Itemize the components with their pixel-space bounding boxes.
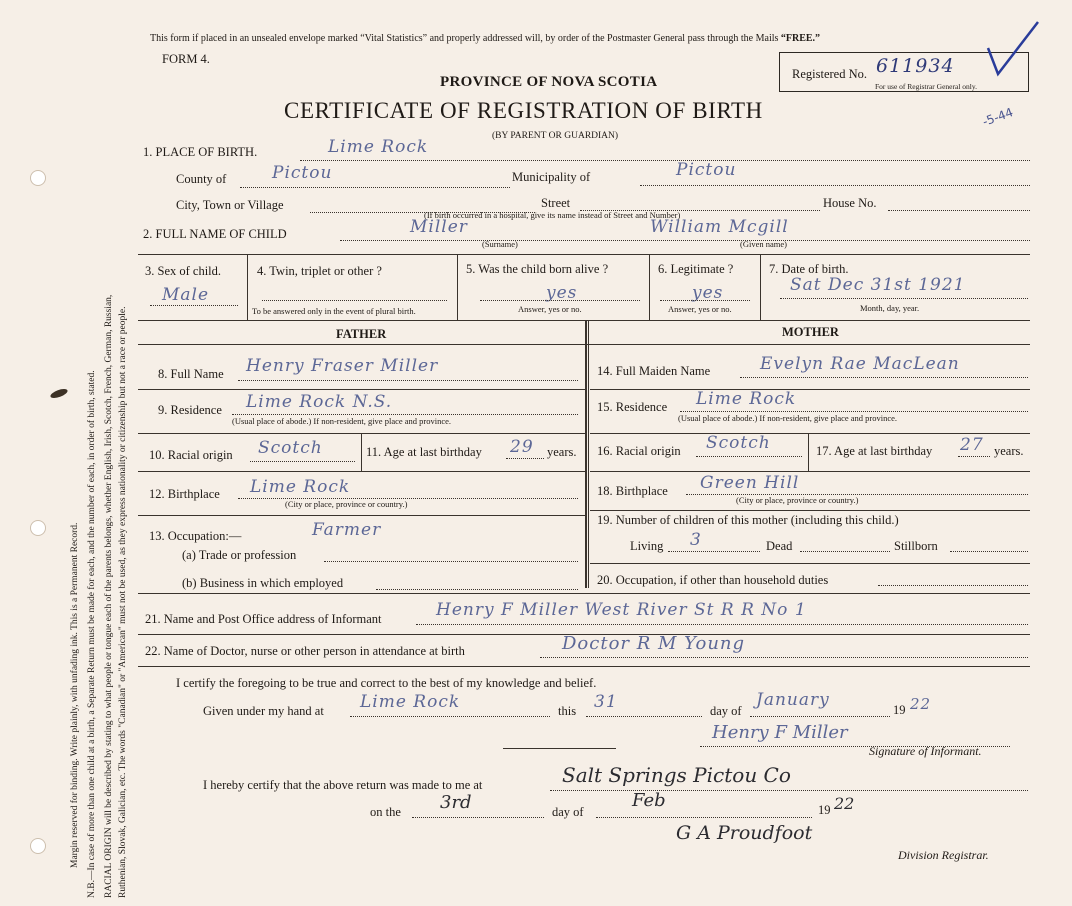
father-name-line xyxy=(238,380,578,381)
surname-caption: (Surname) xyxy=(482,239,518,249)
doctor-line xyxy=(540,657,1028,658)
county-value: Pictou xyxy=(272,163,333,183)
registrar-month: Feb xyxy=(632,790,666,811)
alive-label: 5. Was the child born alive ? xyxy=(466,262,609,276)
twin-line xyxy=(262,300,447,301)
mother-heading: MOTHER xyxy=(782,325,839,339)
county-label: County of xyxy=(176,172,227,186)
registered-number: 611934 xyxy=(876,55,955,77)
father-residence-line xyxy=(232,414,578,415)
mother-age-unit: years. xyxy=(994,444,1024,458)
province-heading: PROVINCE OF NOVA SCOTIA xyxy=(440,74,658,90)
onthe-label: on the xyxy=(370,805,401,819)
alive-caption: Answer, yes or no. xyxy=(518,304,582,314)
side-note-binding: Margin reserved for binding. Write plainly, with unfading ink. This is a Permanent Record. xyxy=(70,522,80,868)
informant-label: 21. Name and Post Office address of Informant xyxy=(145,612,382,626)
side-note-racial-1: RACIAL ORIGIN will be described by stating to what people or tongue each of the parents belongs, whether English, Irish, Scotch, French, German, Russian, xyxy=(104,294,114,898)
divider xyxy=(649,254,650,320)
divider xyxy=(457,254,458,320)
mother-racial-line xyxy=(696,456,802,457)
registrar-caption: Division Registrar. xyxy=(898,848,989,862)
father-heading: FATHER xyxy=(336,327,387,341)
mother-rule xyxy=(590,510,1030,511)
house-line xyxy=(888,210,1030,211)
parent-heading-rule xyxy=(138,344,1030,345)
place-value: Lime Rock xyxy=(328,137,429,157)
twin-note: To be answered only in the event of plural birth. xyxy=(252,306,416,316)
father-residence-value: Lime Rock N.S. xyxy=(246,392,393,412)
municipality-label: Municipality of xyxy=(512,170,591,184)
hospital-note: (If birth occurred in a hospital, give its name instead of Street and Number) xyxy=(424,210,681,220)
certify-month-line xyxy=(750,716,890,717)
trade-line xyxy=(324,561,578,562)
dayof-label: day of xyxy=(710,704,742,718)
mother-birthplace-caption: (City or place, province or country.) xyxy=(736,495,859,505)
row3-top-rule xyxy=(138,254,1030,255)
mail-note-free: “FREE.” xyxy=(780,33,821,44)
registered-label: Registered No. xyxy=(792,67,867,81)
parents-bottom-rule xyxy=(138,593,1030,594)
legitimate-value: yes xyxy=(692,283,724,303)
business-label: (b) Business in which employed xyxy=(182,576,344,590)
sex-label: 3. Sex of child. xyxy=(145,264,222,278)
father-rule xyxy=(138,515,585,516)
place-label: 1. PLACE OF BIRTH. xyxy=(143,145,258,159)
father-birthplace-caption: (City or place, province or country.) xyxy=(285,499,408,509)
mother-residence-caption: (Usual place of abode.) If non-resident, give place and province. xyxy=(678,413,898,423)
father-occupation-value: Farmer xyxy=(312,520,382,540)
dead-line xyxy=(800,551,890,552)
certify-text: I certify the foregoing to be true and correct to the best of my knowledge and belief. xyxy=(176,676,597,690)
stillborn-line xyxy=(950,551,1028,552)
given-place: Lime Rock xyxy=(360,692,461,712)
binding-hole xyxy=(30,838,46,854)
father-age-value: 29 xyxy=(510,437,534,457)
mother-residence-label: 15. Residence xyxy=(597,400,668,414)
certify-day: 31 xyxy=(594,692,618,712)
dead-label: Dead xyxy=(766,539,793,553)
father-name-value: Henry Fraser Miller xyxy=(246,356,439,376)
mother-age-value: 27 xyxy=(960,435,984,455)
mother-occupation-label: 20. Occupation, if other than household duties xyxy=(597,573,829,587)
mother-rule xyxy=(590,389,1030,390)
registrar-signature: G A Proudfoot xyxy=(676,822,813,844)
child-name-line xyxy=(340,240,1030,241)
registrar-day: 3rd xyxy=(440,792,472,813)
place-line xyxy=(300,160,1030,161)
given-label: Given under my hand at xyxy=(203,704,324,718)
child-given-name: William Mcgill xyxy=(650,217,789,237)
business-line xyxy=(376,589,578,590)
father-birthplace-label: 12. Birthplace xyxy=(149,487,220,501)
rule xyxy=(503,748,616,749)
side-note-racial-2: Ruthenian, Slovak, Galician, etc. The words "Canadian" or "American" must not be used, as they express nationality or citizenship but not a race or people. xyxy=(118,306,128,898)
mother-rule xyxy=(590,433,1030,434)
given-place-line xyxy=(350,716,550,717)
father-racial-line xyxy=(250,461,355,462)
binding-hole xyxy=(30,170,46,186)
living-line xyxy=(668,551,760,552)
mother-age-line xyxy=(958,456,990,457)
certify-year-prefix: 19 xyxy=(893,703,906,717)
father-residence-caption: (Usual place of abode.) If non-resident, give place and province. xyxy=(232,416,452,426)
father-rule xyxy=(138,471,585,472)
trade-label: (a) Trade or profession xyxy=(182,548,297,562)
given-caption: (Given name) xyxy=(740,239,787,249)
father-racial-value: Scotch xyxy=(258,438,323,458)
doctor-value: Doctor R M Young xyxy=(562,633,746,654)
mother-birthplace-label: 18. Birthplace xyxy=(597,484,668,498)
mother-occupation-line xyxy=(878,585,1028,586)
house-label: House No. xyxy=(823,196,877,210)
certificate-title: CERTIFICATE OF REGISTRATION OF BIRTH xyxy=(284,98,763,123)
father-birthplace-value: Lime Rock xyxy=(250,477,351,497)
legitimate-caption: Answer, yes or no. xyxy=(668,304,732,314)
registrar-day-line xyxy=(412,817,544,818)
informant-line xyxy=(416,624,1028,625)
doctor-label: 22. Name of Doctor, nurse or other person in attendance at birth xyxy=(145,644,465,658)
child-name-label: 2. FULL NAME OF CHILD xyxy=(143,227,287,241)
certificate-subtitle: (BY PARENT OR GUARDIAN) xyxy=(492,131,619,141)
registrar-dayof-label: day of xyxy=(552,805,584,819)
informant-signature: Henry F Miller xyxy=(712,722,848,743)
children-count-label: 19. Number of children of this mother (including this child.) xyxy=(597,513,899,527)
father-residence-label: 9. Residence xyxy=(158,403,222,417)
father-occupation-label: 13. Occupation:— xyxy=(149,529,242,543)
certify-month: January xyxy=(756,690,830,710)
alive-line xyxy=(480,300,640,301)
mother-residence-value: Lime Rock xyxy=(696,389,797,409)
legitimate-label: 6. Legitimate ? xyxy=(658,262,734,276)
child-surname: Miller xyxy=(410,217,468,237)
side-note-nb: N.B.—In case of more than one child at a birth, a Separate Return must be made for each, and the number of each, in order of birth, stated. xyxy=(87,370,97,898)
alive-value: yes xyxy=(546,283,578,303)
father-age-label: 11. Age at last birthday xyxy=(366,445,482,459)
binding-hole xyxy=(30,520,46,536)
birth-date-line xyxy=(780,298,1028,299)
father-rule xyxy=(138,389,585,390)
ink-blot xyxy=(49,387,68,400)
father-age-line xyxy=(506,458,544,459)
registrar-month-line xyxy=(596,817,812,818)
mail-note-text: This form if placed in an unsealed envelope marked “Vital Statistics” and properly addressed will, by order of the Postmaster General pass through the Mails xyxy=(150,33,779,44)
birth-date-label: 7. Date of birth. xyxy=(769,262,849,276)
mother-name-label: 14. Full Maiden Name xyxy=(597,364,711,378)
twin-label: 4. Twin, triplet or other ? xyxy=(257,264,382,278)
registrar-note: For use of Registrar General only. xyxy=(875,82,977,91)
divider xyxy=(760,254,761,320)
city-label: City, Town or Village xyxy=(176,198,284,212)
municipality-line xyxy=(640,185,1030,186)
mother-racial-label: 16. Racial origin xyxy=(597,444,681,458)
parent-divider xyxy=(588,320,589,588)
street-label: Street xyxy=(541,196,571,210)
divider xyxy=(361,433,362,471)
rule xyxy=(138,666,1030,667)
stillborn-label: Stillborn xyxy=(894,539,938,553)
parent-divider xyxy=(585,320,587,588)
mail-note xyxy=(150,33,820,44)
divider xyxy=(808,433,809,471)
mother-rule xyxy=(590,471,1030,472)
registrar-year: 22 xyxy=(834,794,855,813)
sex-line xyxy=(150,305,238,306)
father-racial-label: 10. Racial origin xyxy=(149,448,233,462)
birth-date-value: Sat Dec 31st 1921 xyxy=(790,275,966,295)
this-label: this xyxy=(558,704,577,718)
registrar-year-prefix: 19 xyxy=(818,803,831,817)
form-number: FORM 4. xyxy=(162,52,210,66)
municipality-value: Pictou xyxy=(676,160,737,180)
certify-year: 22 xyxy=(910,695,932,713)
registrar-place: Salt Springs Pictou Co xyxy=(562,763,791,787)
registrar-text: I hereby certify that the above return was made to me at xyxy=(203,778,483,792)
legitimate-line xyxy=(660,300,750,301)
mother-racial-value: Scotch xyxy=(706,433,771,453)
father-name-label: 8. Full Name xyxy=(158,367,224,381)
certify-day-line xyxy=(586,716,702,717)
check-mark-icon xyxy=(982,18,1042,80)
living-value: 3 xyxy=(690,530,702,550)
mother-name-line xyxy=(740,377,1028,378)
informant-value: Henry F Miller West River St R R No 1 xyxy=(436,600,807,620)
divider xyxy=(247,254,248,320)
mother-age-label: 17. Age at last birthday xyxy=(816,444,933,458)
mother-birthplace-value: Green Hill xyxy=(700,473,800,493)
informant-signature-caption: Signature of Informant. xyxy=(869,744,982,758)
county-line xyxy=(240,187,510,188)
row3-bottom-rule xyxy=(138,320,1030,321)
mother-rule xyxy=(590,563,1030,564)
registrar-place-line xyxy=(550,790,1028,791)
mother-name-value: Evelyn Rae MacLean xyxy=(760,354,960,374)
living-label: Living xyxy=(630,539,664,553)
birth-date-caption: Month, day, year. xyxy=(860,303,920,313)
sex-value: Male xyxy=(162,285,210,305)
father-age-unit: years. xyxy=(547,445,577,459)
mother-residence-line xyxy=(680,411,1028,412)
corner-mark: -5-44 xyxy=(980,105,1016,129)
